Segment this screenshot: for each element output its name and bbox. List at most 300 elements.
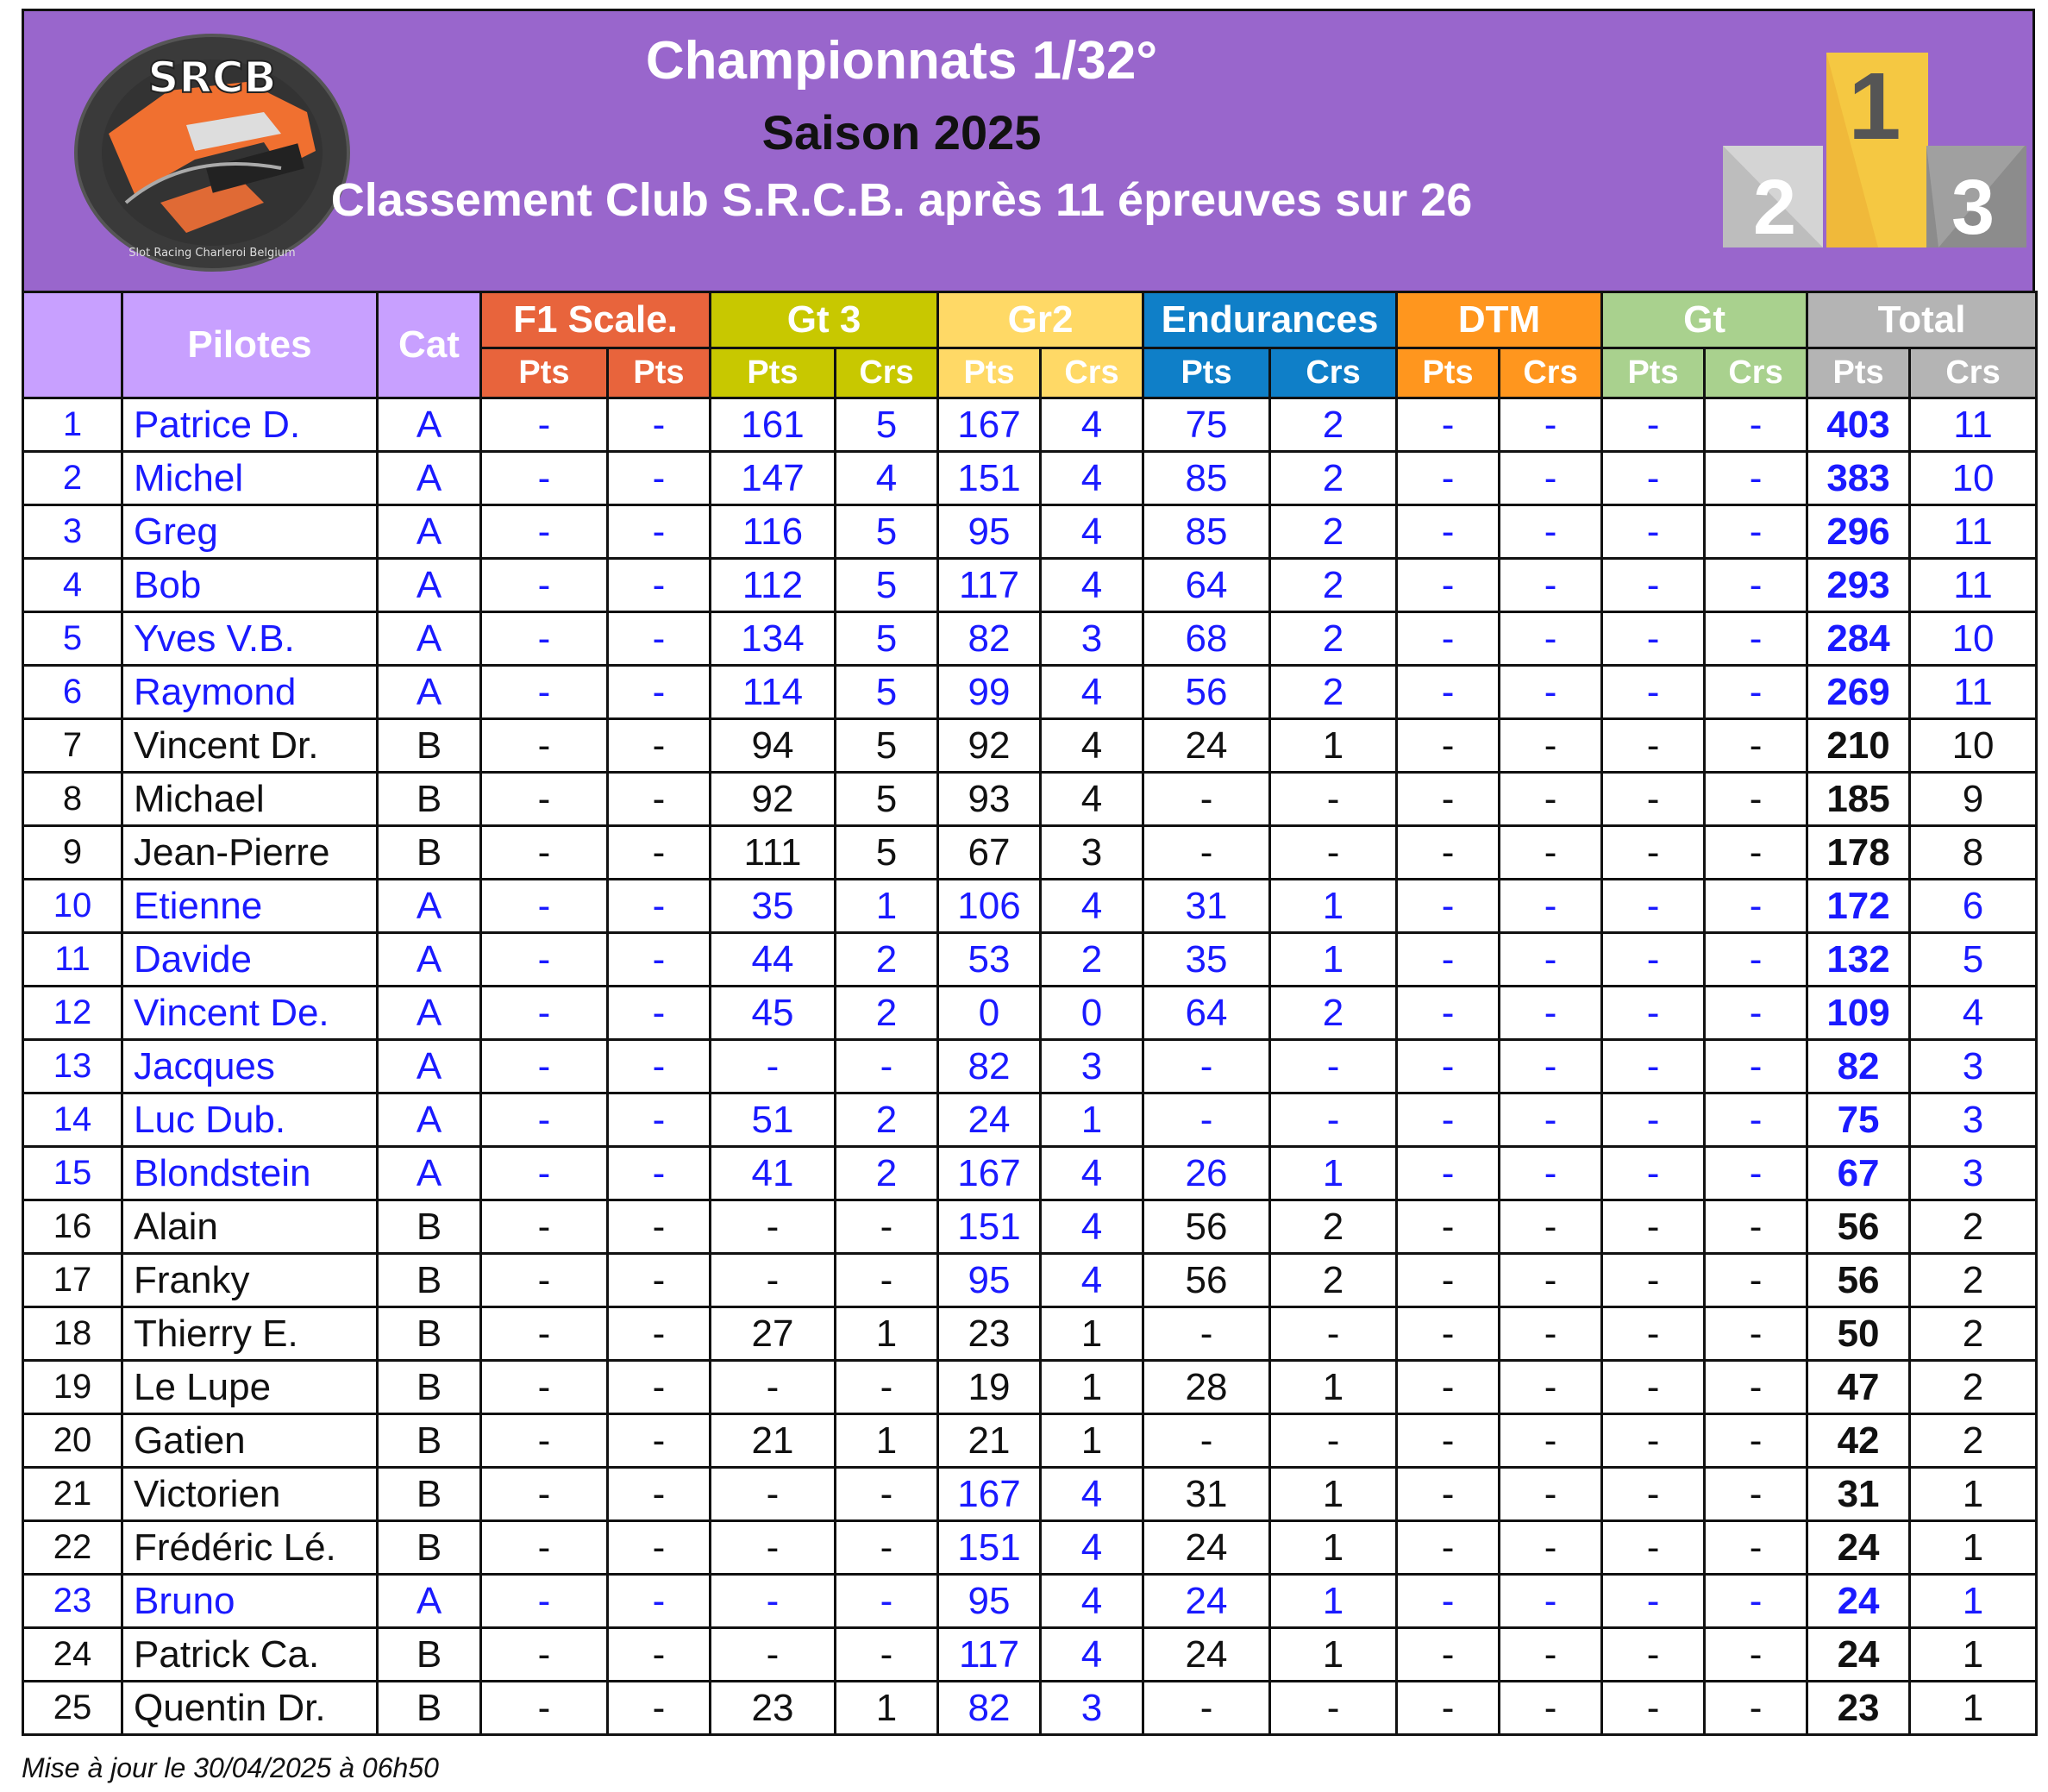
endurances-header: Endurances <box>1143 292 1397 348</box>
gt-pts-cell: - <box>1602 1307 1705 1361</box>
gt-pts-cell: - <box>1602 1200 1705 1254</box>
total-pts-cell: 403 <box>1807 398 1910 452</box>
total-crs-cell: 3 <box>1910 1093 2037 1147</box>
dtm-pts-cell: - <box>1397 1468 1500 1521</box>
f1-pts2-cell: - <box>608 719 711 773</box>
gr2-pts-cell: 23 <box>938 1307 1041 1361</box>
dtm-crs-cell: - <box>1500 1093 1602 1147</box>
table-row <box>23 1147 2037 1200</box>
f1-pts2-cell: - <box>608 1307 711 1361</box>
gt-crs-cell: - <box>1705 773 1807 826</box>
gt-crs-cell: - <box>1705 666 1807 719</box>
cat-cell: B <box>378 1200 481 1254</box>
gt3-crs-cell: - <box>836 1361 938 1414</box>
f1-pts2-cell: - <box>608 398 711 452</box>
dtm-crs-cell: - <box>1500 1414 1602 1468</box>
gt3-pts-cell: 51 <box>711 1093 836 1147</box>
pilot-name-cell: Greg <box>122 505 378 559</box>
f1-pts-cell: - <box>481 1468 608 1521</box>
gt-pts-cell: - <box>1602 505 1705 559</box>
dtm-pts-cell: - <box>1397 1414 1500 1468</box>
dtm-pts-cell: - <box>1397 505 1500 559</box>
gt-crs-cell: - <box>1705 1521 1807 1575</box>
table-row <box>23 880 2037 933</box>
dtm-crs-cell: - <box>1500 987 1602 1040</box>
f1-pts2-cell: - <box>608 1147 711 1200</box>
dtm-crs-cell: - <box>1500 826 1602 880</box>
cat-cell: A <box>378 666 481 719</box>
rank-cell: 6 <box>23 666 122 719</box>
endurances-pts-cell: 75 <box>1143 398 1270 452</box>
pilot-name-cell: Quentin Dr. <box>122 1682 378 1735</box>
gt3-pts-cell: - <box>711 1254 836 1307</box>
gr2-pts-cell: 167 <box>938 1147 1041 1200</box>
gt3-crs-cell: 5 <box>836 826 938 880</box>
gr2-pts-cell: 21 <box>938 1414 1041 1468</box>
cat-cell: B <box>378 719 481 773</box>
gr2-pts-cell: 92 <box>938 719 1041 773</box>
cat-cell: B <box>378 826 481 880</box>
endurances-crs-cell: - <box>1270 826 1397 880</box>
gt3-pts-cell: 94 <box>711 719 836 773</box>
rank-cell: 21 <box>23 1468 122 1521</box>
gt3-crs-cell: - <box>836 1200 938 1254</box>
total-crs-cell: 2 <box>1910 1361 2037 1414</box>
rank-cell: 8 <box>23 773 122 826</box>
gt3-pts-cell: - <box>711 1040 836 1093</box>
pilot-name-cell: Blondstein <box>122 1147 378 1200</box>
f1-pts-cell: - <box>481 826 608 880</box>
pilot-name-cell: Bob <box>122 559 378 612</box>
dtm-crs-cell: - <box>1500 773 1602 826</box>
gt3-crs-cell: 1 <box>836 1414 938 1468</box>
pilot-name-cell: Etienne <box>122 880 378 933</box>
dtm-pts-cell: - <box>1397 559 1500 612</box>
gr2-pts-cell: 151 <box>938 1200 1041 1254</box>
total-crs-cell: 11 <box>1910 505 2037 559</box>
total-crs-cell: 10 <box>1910 452 2037 505</box>
gr2-crs-cell: 4 <box>1041 452 1143 505</box>
total-crs-cell: 4 <box>1910 987 2037 1040</box>
total-pts-cell: 383 <box>1807 452 1910 505</box>
gt3-header: Gt 3 <box>711 292 938 348</box>
dtm-pts-cell: - <box>1397 452 1500 505</box>
gr2-crs-cell: 1 <box>1041 1307 1143 1361</box>
rank-cell: 11 <box>23 933 122 987</box>
endurances-pts-cell: 56 <box>1143 1200 1270 1254</box>
dtm-pts-cell: - <box>1397 1307 1500 1361</box>
gt3-pts-cell: 27 <box>711 1307 836 1361</box>
endurances-pts-cell: 24 <box>1143 719 1270 773</box>
total-pts-cell: 132 <box>1807 933 1910 987</box>
gt3-crs-cell: 5 <box>836 398 938 452</box>
total-pts-cell: 24 <box>1807 1628 1910 1682</box>
total-pts-cell: 82 <box>1807 1040 1910 1093</box>
pilot-name-cell: Gatien <box>122 1414 378 1468</box>
endurances-pts-cell: 64 <box>1143 987 1270 1040</box>
total-crs-cell: 1 <box>1910 1682 2037 1735</box>
pilot-name-cell: Bruno <box>122 1575 378 1628</box>
gr2-crs-cell: 4 <box>1041 1147 1143 1200</box>
f1-pts-cell: - <box>481 1414 608 1468</box>
endurances-pts-cell: 56 <box>1143 666 1270 719</box>
gt3-crs-cell: - <box>836 1254 938 1307</box>
gt-crs-cell: - <box>1705 933 1807 987</box>
gt3-crs-cell: 5 <box>836 559 938 612</box>
f1-pts-cell: - <box>481 1575 608 1628</box>
gt3-crs-cell: 5 <box>836 719 938 773</box>
dtm-crs-cell: - <box>1500 1307 1602 1361</box>
gr2-crs-cell: 4 <box>1041 1468 1143 1521</box>
gr2-crs-cell: 1 <box>1041 1414 1143 1468</box>
f1-pts-cell: - <box>481 1361 608 1414</box>
cat-cell: B <box>378 1254 481 1307</box>
gt-pts-cell: - <box>1602 1682 1705 1735</box>
pilot-name-cell: Thierry E. <box>122 1307 378 1361</box>
gt-pts-cell: - <box>1602 1254 1705 1307</box>
rank-cell: 24 <box>23 1628 122 1682</box>
gt3-pts-cell: - <box>711 1575 836 1628</box>
rank-cell: 12 <box>23 987 122 1040</box>
total-pts-cell: 269 <box>1807 666 1910 719</box>
total-pts-cell: 24 <box>1807 1575 1910 1628</box>
gt3-pts-cell: 116 <box>711 505 836 559</box>
gr2-crs-cell: 4 <box>1041 559 1143 612</box>
gt-pts-cell: - <box>1602 559 1705 612</box>
pilot-name-cell: Patrick Ca. <box>122 1628 378 1682</box>
f1-pts-cell: - <box>481 452 608 505</box>
gr2-pts-cell: 151 <box>938 452 1041 505</box>
gt3-crs-cell: 1 <box>836 1307 938 1361</box>
gr2-pts-header: Pts <box>938 348 1041 398</box>
endurances-crs-cell: 2 <box>1270 1254 1397 1307</box>
cat-cell: A <box>378 987 481 1040</box>
f1-pts-cell: - <box>481 612 608 666</box>
f1-pts2-header: Pts <box>608 348 711 398</box>
cat-cell: A <box>378 880 481 933</box>
total-crs-cell: 10 <box>1910 719 2037 773</box>
gt3-pts-cell: 45 <box>711 987 836 1040</box>
gr2-crs-cell: 2 <box>1041 933 1143 987</box>
total-crs-cell: 11 <box>1910 666 2037 719</box>
total-pts-cell: 109 <box>1807 987 1910 1040</box>
gt-pts-cell: - <box>1602 398 1705 452</box>
gt3-crs-cell: - <box>836 1040 938 1093</box>
table-row <box>23 666 2037 719</box>
standings-sheet <box>22 9 2035 1736</box>
gr2-pts-cell: 53 <box>938 933 1041 987</box>
gr2-pts-cell: 106 <box>938 880 1041 933</box>
gt-crs-cell: - <box>1705 505 1807 559</box>
rank-cell: 7 <box>23 719 122 773</box>
gt3-crs-cell: 5 <box>836 505 938 559</box>
dtm-pts-cell: - <box>1397 1254 1500 1307</box>
dtm-pts-cell: - <box>1397 1200 1500 1254</box>
dtm-crs-cell: - <box>1500 1682 1602 1735</box>
dtm-pts-cell: - <box>1397 987 1500 1040</box>
f1-pts-cell: - <box>481 1200 608 1254</box>
endurances-crs-cell: 1 <box>1270 719 1397 773</box>
endurances-pts-cell: 24 <box>1143 1521 1270 1575</box>
cat-cell: B <box>378 1682 481 1735</box>
endurances-crs-cell: 2 <box>1270 505 1397 559</box>
gt3-crs-header: Crs <box>836 348 938 398</box>
gr2-crs-cell: 0 <box>1041 987 1143 1040</box>
f1-pts2-cell: - <box>608 1575 711 1628</box>
f1-pts-cell: - <box>481 505 608 559</box>
dtm-pts-cell: - <box>1397 612 1500 666</box>
endurances-crs-cell: 2 <box>1270 452 1397 505</box>
gt3-crs-cell: 2 <box>836 1147 938 1200</box>
cat-cell: B <box>378 1468 481 1521</box>
dtm-pts-cell: - <box>1397 880 1500 933</box>
gt3-pts-cell: - <box>711 1361 836 1414</box>
gt3-crs-cell: 5 <box>836 612 938 666</box>
gr2-pts-cell: 82 <box>938 1682 1041 1735</box>
table-row <box>23 1040 2037 1093</box>
gr2-crs-cell: 4 <box>1041 1200 1143 1254</box>
pilotes-header: Pilotes <box>122 292 378 398</box>
gr2-crs-cell: 4 <box>1041 773 1143 826</box>
gt-pts-cell: - <box>1602 1468 1705 1521</box>
dtm-pts-header: Pts <box>1397 348 1500 398</box>
table-row <box>23 398 2037 452</box>
endurances-crs-cell: - <box>1270 1682 1397 1735</box>
gt-crs-cell: - <box>1705 1254 1807 1307</box>
total-pts-cell: 31 <box>1807 1468 1910 1521</box>
f1-pts-cell: - <box>481 1040 608 1093</box>
dtm-crs-cell: - <box>1500 1361 1602 1414</box>
total-crs-header: Crs <box>1910 348 2037 398</box>
gt-crs-cell: - <box>1705 1093 1807 1147</box>
cat-cell: A <box>378 1147 481 1200</box>
f1-pts-cell: - <box>481 1682 608 1735</box>
gr2-crs-cell: 3 <box>1041 1682 1143 1735</box>
gt-pts-cell: - <box>1602 1040 1705 1093</box>
gt3-pts-cell: 21 <box>711 1414 836 1468</box>
endurances-crs-cell: 1 <box>1270 1575 1397 1628</box>
gt-crs-cell: - <box>1705 719 1807 773</box>
f1-pts2-cell: - <box>608 1093 711 1147</box>
gr2-pts-cell: 82 <box>938 1040 1041 1093</box>
f1-pts-cell: - <box>481 880 608 933</box>
rank-cell: 22 <box>23 1521 122 1575</box>
endurances-crs-cell: 1 <box>1270 1521 1397 1575</box>
dtm-crs-cell: - <box>1500 559 1602 612</box>
gr2-crs-cell: 3 <box>1041 1040 1143 1093</box>
f1-pts-cell: - <box>481 398 608 452</box>
pilot-name-cell: Jean-Pierre <box>122 826 378 880</box>
f1-pts2-cell: - <box>608 987 711 1040</box>
cat-cell: B <box>378 1307 481 1361</box>
endurances-pts-cell: 24 <box>1143 1628 1270 1682</box>
f1-pts-cell: - <box>481 1307 608 1361</box>
endurances-pts-cell: 85 <box>1143 452 1270 505</box>
svg-text:SRCB: SRCB <box>147 53 277 103</box>
gt3-pts-cell: 134 <box>711 612 836 666</box>
table-row <box>23 559 2037 612</box>
total-pts-cell: 178 <box>1807 826 1910 880</box>
gr2-header: Gr2 <box>938 292 1143 348</box>
pilot-name-cell: Patrice D. <box>122 398 378 452</box>
total-header: Total <box>1807 292 2037 348</box>
total-crs-cell: 2 <box>1910 1307 2037 1361</box>
cat-cell: B <box>378 773 481 826</box>
gr2-pts-cell: 95 <box>938 1254 1041 1307</box>
gr2-crs-cell: 4 <box>1041 398 1143 452</box>
dtm-pts-cell: - <box>1397 1575 1500 1628</box>
gt-crs-header: Crs <box>1705 348 1807 398</box>
pilot-name-cell: Frédéric Lé. <box>122 1521 378 1575</box>
gt-pts-cell: - <box>1602 933 1705 987</box>
ranking-subtitle: Classement Club S.R.C.B. après 11 épreuves sur 26 <box>330 174 1473 226</box>
gr2-pts-cell: 67 <box>938 826 1041 880</box>
gt3-pts-cell: 35 <box>711 880 836 933</box>
svg-text:3: 3 <box>1951 165 1995 251</box>
gr2-pts-cell: 95 <box>938 505 1041 559</box>
rank-cell: 25 <box>23 1682 122 1735</box>
f1-pts2-cell: - <box>608 612 711 666</box>
table-row <box>23 1414 2037 1468</box>
dtm-crs-cell: - <box>1500 1147 1602 1200</box>
gt-pts-cell: - <box>1602 880 1705 933</box>
table-row <box>23 505 2037 559</box>
total-crs-cell: 3 <box>1910 1040 2037 1093</box>
gr2-crs-cell: 4 <box>1041 1628 1143 1682</box>
endurances-crs-cell: 1 <box>1270 1628 1397 1682</box>
gr2-pts-cell: 117 <box>938 559 1041 612</box>
gt-pts-cell: - <box>1602 987 1705 1040</box>
endurances-pts-header: Pts <box>1143 348 1270 398</box>
total-crs-cell: 5 <box>1910 933 2037 987</box>
dtm-header: DTM <box>1397 292 1602 348</box>
f1-scale-header: F1 Scale. <box>481 292 711 348</box>
table-row <box>23 1361 2037 1414</box>
gr2-pts-cell: 99 <box>938 666 1041 719</box>
gt-crs-cell: - <box>1705 1575 1807 1628</box>
gt-crs-cell: - <box>1705 1414 1807 1468</box>
endurances-crs-cell: 1 <box>1270 1147 1397 1200</box>
endurances-crs-cell: - <box>1270 773 1397 826</box>
cat-header: Cat <box>378 292 481 398</box>
f1-pts-cell: - <box>481 773 608 826</box>
gt-header: Gt <box>1602 292 1807 348</box>
f1-pts2-cell: - <box>608 559 711 612</box>
gt3-pts-cell: 92 <box>711 773 836 826</box>
endurances-pts-cell: 85 <box>1143 505 1270 559</box>
dtm-crs-cell: - <box>1500 719 1602 773</box>
gt-pts-cell: - <box>1602 773 1705 826</box>
svg-text:2: 2 <box>1752 165 1797 251</box>
endurances-pts-cell: 26 <box>1143 1147 1270 1200</box>
gr2-pts-cell: 24 <box>938 1093 1041 1147</box>
gt3-crs-cell: - <box>836 1521 938 1575</box>
gt3-crs-cell: - <box>836 1468 938 1521</box>
cat-cell: A <box>378 1040 481 1093</box>
total-crs-cell: 2 <box>1910 1414 2037 1468</box>
gt3-crs-cell: 4 <box>836 452 938 505</box>
f1-pts-cell: - <box>481 933 608 987</box>
gt3-crs-cell: 1 <box>836 1682 938 1735</box>
cat-cell: A <box>378 398 481 452</box>
f1-pts-cell: - <box>481 719 608 773</box>
gt3-pts-cell: - <box>711 1628 836 1682</box>
endurances-crs-cell: 2 <box>1270 666 1397 719</box>
total-pts-cell: 172 <box>1807 880 1910 933</box>
gt-pts-cell: - <box>1602 1521 1705 1575</box>
table-row <box>23 987 2037 1040</box>
pilot-name-cell: Jacques <box>122 1040 378 1093</box>
dtm-pts-cell: - <box>1397 1682 1500 1735</box>
gt3-pts-cell: 44 <box>711 933 836 987</box>
gt3-pts-cell: 23 <box>711 1682 836 1735</box>
gt3-crs-cell: - <box>836 1628 938 1682</box>
gr2-pts-cell: 167 <box>938 398 1041 452</box>
cat-cell: A <box>378 559 481 612</box>
f1-pts-cell: - <box>481 666 608 719</box>
gt-pts-cell: - <box>1602 612 1705 666</box>
update-footer: Mise à jour le 30/04/2025 à 06h50 <box>22 1752 439 1783</box>
rank-cell: 5 <box>23 612 122 666</box>
total-pts-cell: 67 <box>1807 1147 1910 1200</box>
total-pts-cell: 284 <box>1807 612 1910 666</box>
f1-pts-header: Pts <box>481 348 608 398</box>
total-pts-cell: 42 <box>1807 1414 1910 1468</box>
endurances-pts-cell: - <box>1143 1307 1270 1361</box>
gt-crs-cell: - <box>1705 452 1807 505</box>
f1-pts-cell: - <box>481 987 608 1040</box>
f1-pts2-cell: - <box>608 1468 711 1521</box>
gr2-crs-cell: 3 <box>1041 826 1143 880</box>
endurances-pts-cell: - <box>1143 1682 1270 1735</box>
rank-cell: 1 <box>23 398 122 452</box>
total-crs-cell: 1 <box>1910 1521 2037 1575</box>
f1-pts2-cell: - <box>608 1361 711 1414</box>
cat-cell: A <box>378 452 481 505</box>
rank-cell: 20 <box>23 1414 122 1468</box>
gr2-crs-cell: 4 <box>1041 1575 1143 1628</box>
gt-crs-cell: - <box>1705 559 1807 612</box>
sheet-header <box>22 9 2035 291</box>
total-crs-cell: 6 <box>1910 880 2037 933</box>
table-row <box>23 1682 2037 1735</box>
gt-crs-cell: - <box>1705 1147 1807 1200</box>
endurances-crs-cell: - <box>1270 1307 1397 1361</box>
table-row <box>23 719 2037 773</box>
gt3-pts-cell: 111 <box>711 826 836 880</box>
f1-pts-cell: - <box>481 1628 608 1682</box>
gt3-crs-cell: 2 <box>836 933 938 987</box>
total-crs-cell: 1 <box>1910 1628 2037 1682</box>
gt-crs-cell: - <box>1705 1307 1807 1361</box>
dtm-pts-cell: - <box>1397 933 1500 987</box>
endurances-crs-cell: 1 <box>1270 880 1397 933</box>
total-crs-cell: 1 <box>1910 1575 2037 1628</box>
endurances-crs-cell: 2 <box>1270 987 1397 1040</box>
endurances-pts-cell: 31 <box>1143 1468 1270 1521</box>
endurances-crs-cell: 1 <box>1270 1468 1397 1521</box>
f1-pts2-cell: - <box>608 1521 711 1575</box>
dtm-pts-cell: - <box>1397 666 1500 719</box>
gr2-crs-cell: 1 <box>1041 1361 1143 1414</box>
table-row <box>23 933 2037 987</box>
gt-pts-cell: - <box>1602 719 1705 773</box>
gt-crs-cell: - <box>1705 1628 1807 1682</box>
pilot-name-cell: Raymond <box>122 666 378 719</box>
pilot-name-cell: Luc Dub. <box>122 1093 378 1147</box>
gt3-pts-cell: - <box>711 1521 836 1575</box>
cat-cell: A <box>378 1575 481 1628</box>
